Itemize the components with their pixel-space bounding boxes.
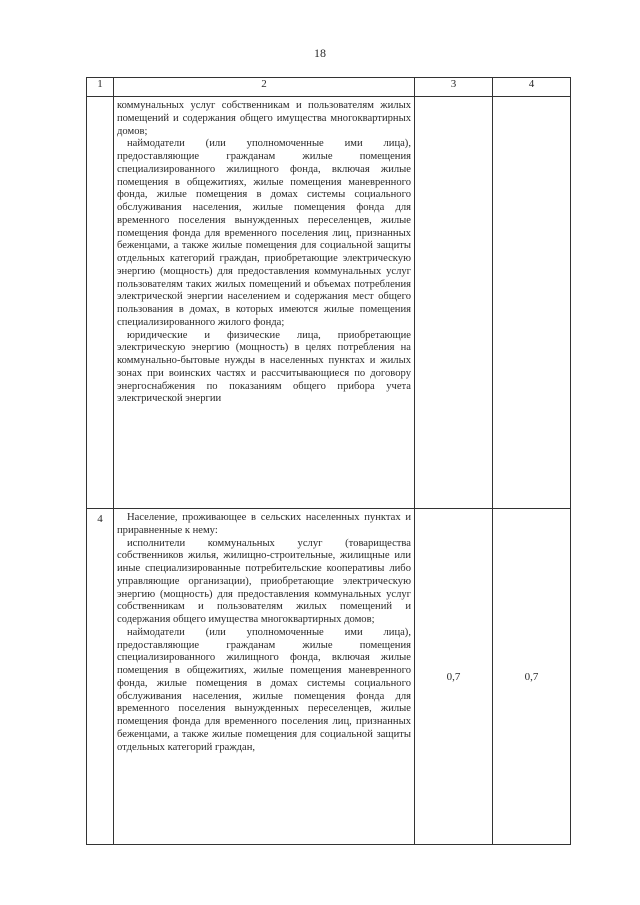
- table-header-row: [87, 78, 571, 97]
- header-cell-2: 2: [114, 78, 415, 97]
- paragraph: юридические и физические лица, приобретающие электрическую энергию (мощность) в целях потребления на коммунально-бытовые нужды в населенных пунктах и жилых зонах при воинских частях и рассчитывающиеся по договору энергоснабжения по показаниям общего прибора учета электрической энергии: [117, 329, 411, 405]
- paragraph: исполнители коммунальных услуг (товарищества собственников жилья, жилищно-строительные, жилищные или иные специализированные потребительские кооперативы либо управляющие организации), приобретающие электрическую энергию (мощность) для предоставления коммунальных услуг собственникам и пользователям жилых помещений и содержания общего имущества многоквартирных домов;: [117, 537, 411, 625]
- table-row: [87, 509, 571, 845]
- header-cell-1: 1: [87, 78, 114, 97]
- value-col-4: [493, 97, 571, 509]
- row-number: 4: [87, 509, 114, 845]
- paragraph: наймодатели (или уполномоченные ими лица), предоставляющие гражданам жилые помещения специализированного жилищного фонда, включая жилые помещения в общежитиях, жилые помещения маневренного фонда, жилые помещения в домах системы социального обслуживания населения, жилые помещения фонда для временного поселения вынужденных переселенцев, жилые помещения фонда для временного поселения лиц, признанных беженцами, а также жилые помещения для социальной защиты отдельных категорий граждан, приобретающие электрическую энергию (мощность) для предоставления коммунальных услуг пользователям таких жилых помещений и объемах потребления электрической энергии населением и содержания мест общего пользования в домах, в которых имеются жилые помещения специализированного жилого фонда;: [117, 138, 411, 328]
- paragraph: коммунальных услуг собственникам и пользователям жилых помещений и содержания общего имущества многоквартирных домов;: [117, 100, 411, 137]
- header-cell-3: 3: [415, 78, 493, 97]
- row-number: [87, 97, 114, 509]
- page-number: 18: [314, 46, 326, 60]
- table-row: [87, 97, 571, 509]
- value-col-4: 0,7: [493, 509, 571, 845]
- paragraph: Население, проживающее в сельских населенных пунктах и приравненные к нему:: [117, 512, 411, 536]
- row-description: [114, 509, 415, 845]
- value-col-3: 0,7: [415, 509, 493, 845]
- value-col-3: [415, 97, 493, 509]
- paragraph: наймодатели (или уполномоченные ими лица), предоставляющие гражданам жилые помещения специализированного жилищного фонда, включая жилые помещения в общежитиях, жилые помещения маневренного фонда, жилые помещения в домах системы социального обслуживания населения, жилые помещения фонда для временного поселения вынужденных переселенцев, жилые помещения фонда для временного поселения лиц, признанных беженцами, а также жилые помещения для социальной защиты отдельных категорий граждан,: [117, 626, 411, 753]
- row-description: [114, 97, 415, 509]
- header-cell-4: 4: [493, 78, 571, 97]
- tariff-table: [86, 77, 571, 845]
